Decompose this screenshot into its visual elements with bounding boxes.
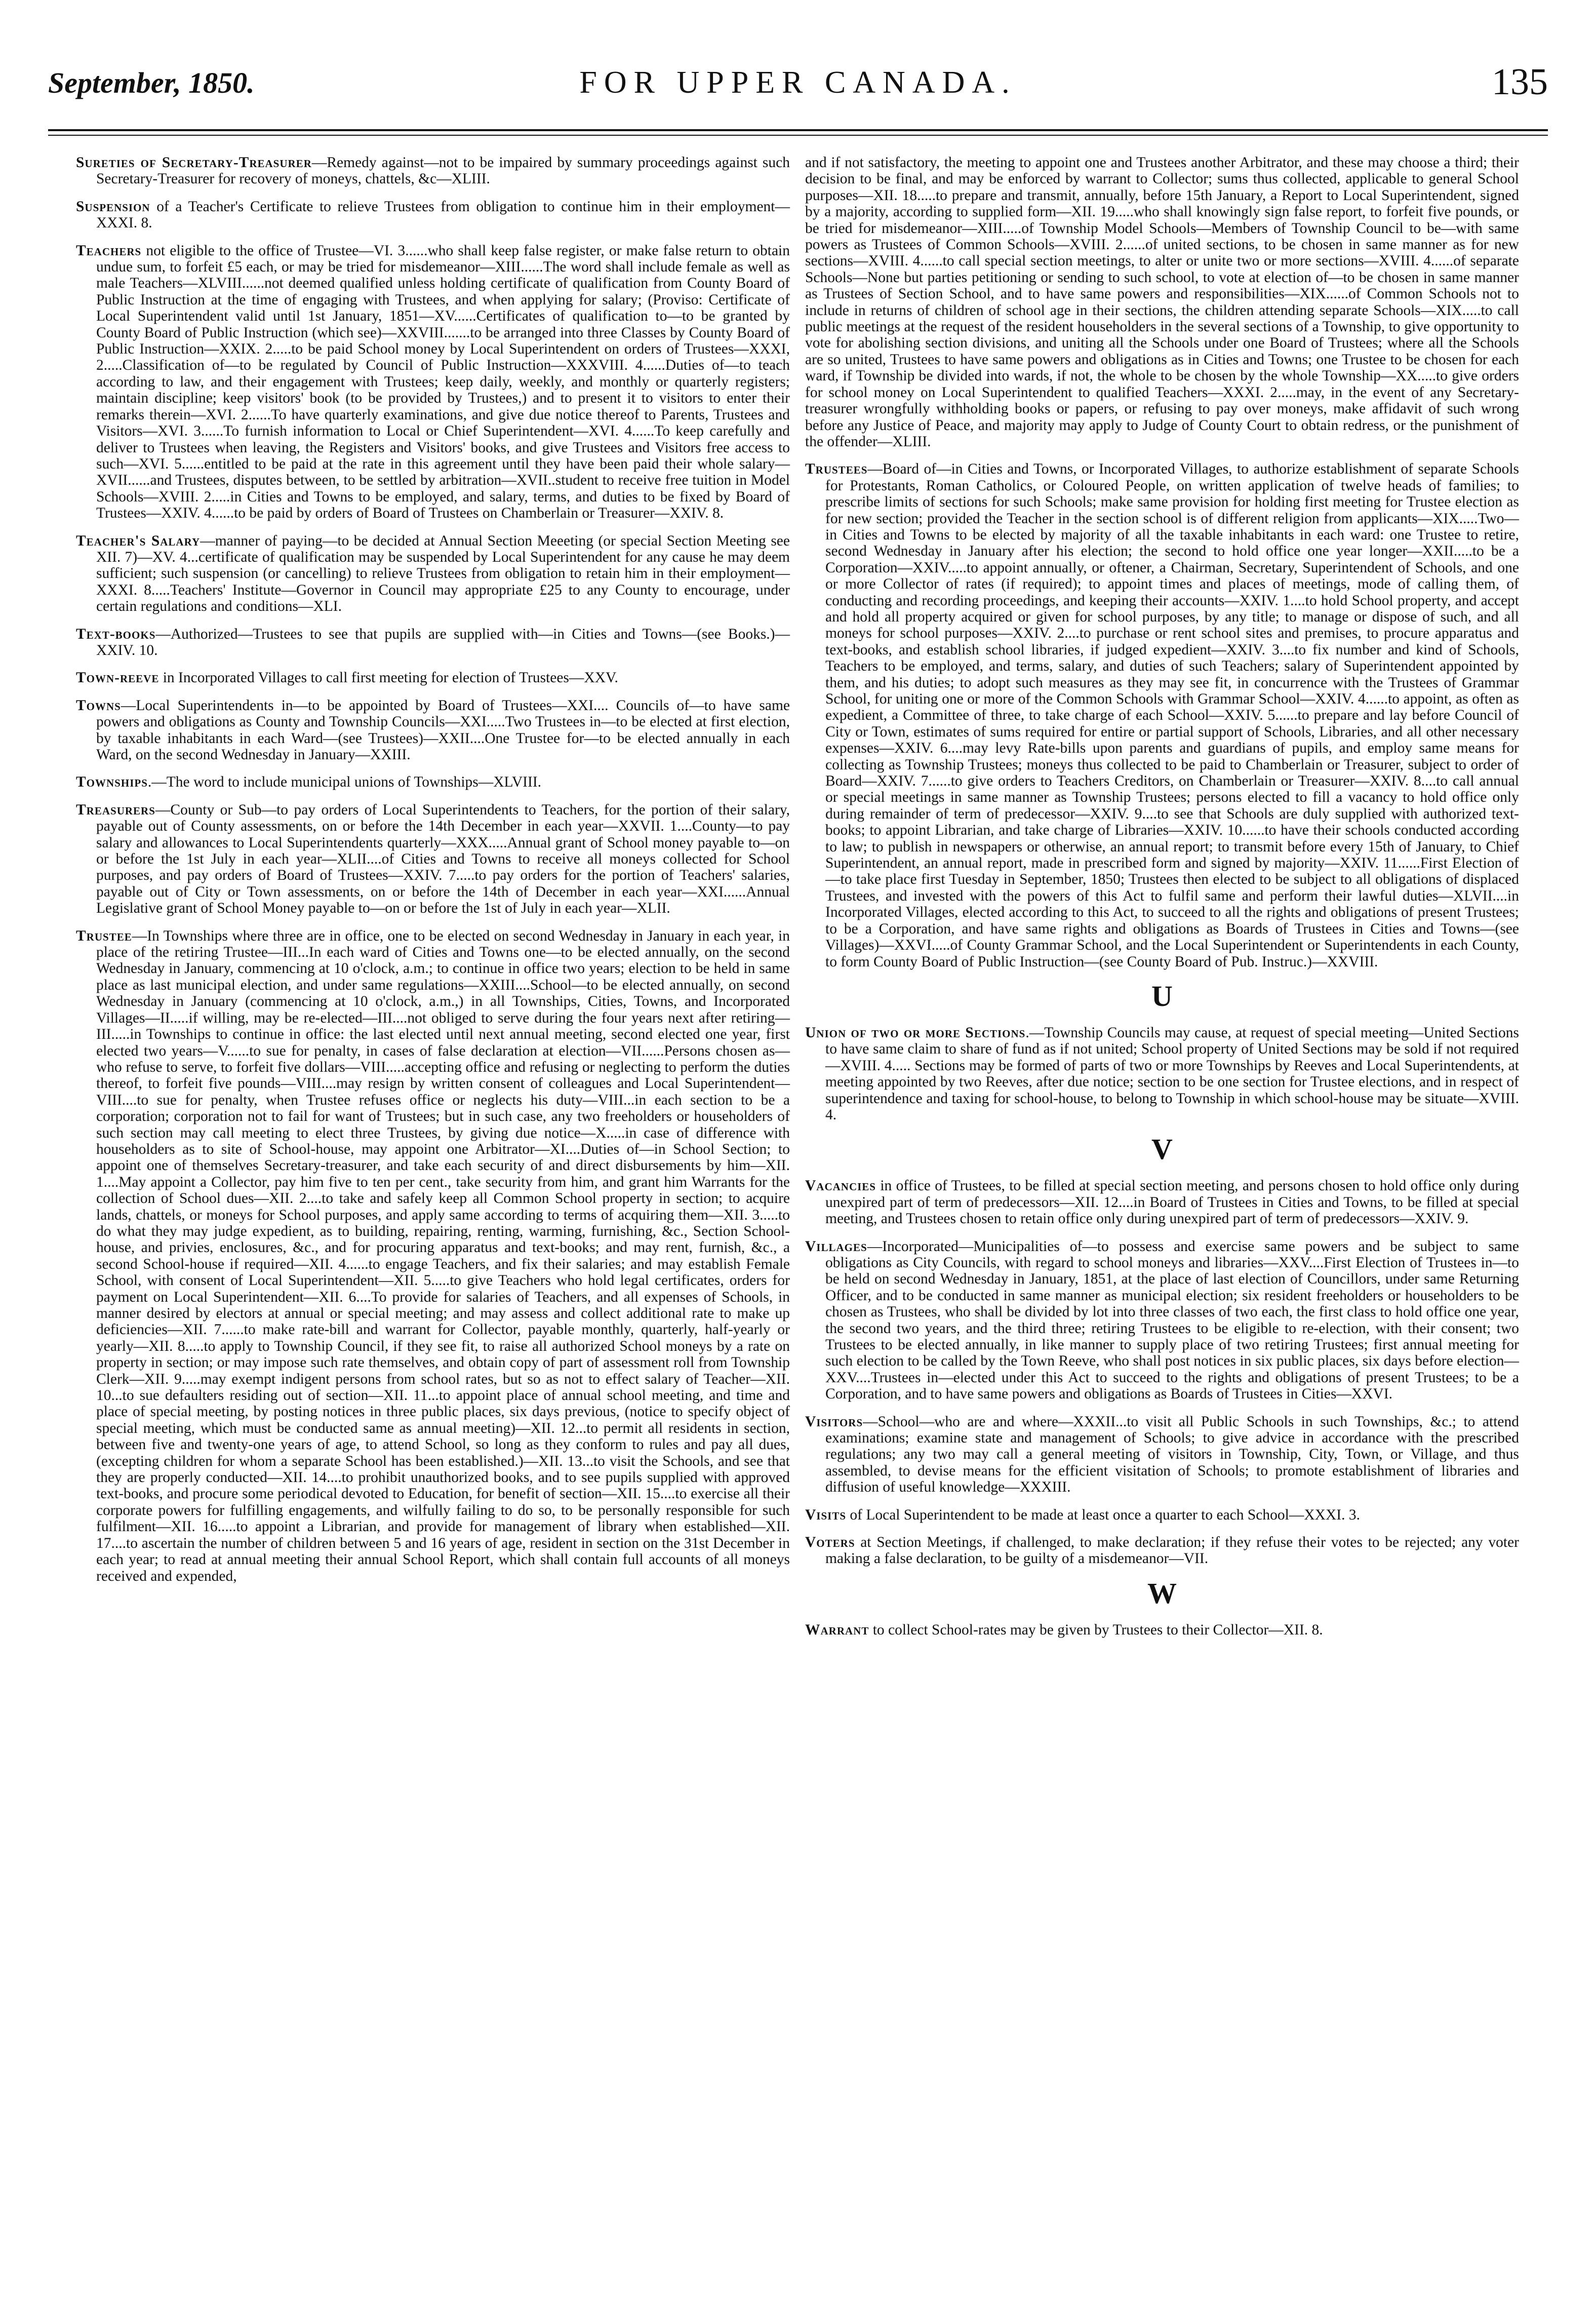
entry-text: of Local Superintendent to be made at least once a quarter to each School—XXXI. 3.	[846, 1506, 1360, 1523]
entry-text: —Local Superintendents in—to be appointed by Board of Trustees—XXI.... Councils of—to have same powers and obligations as County and Township Councils—XXI.....Two Trustees in—to be elected at first election, by taxable inhabitants in each Ward—(see Trustees)—XXII....One Trustee for—to be elected annually in each Ward, on the second Wednesday in January—XXIII.	[96, 697, 790, 763]
header-rule	[48, 129, 1548, 131]
index-entry	[805, 1622, 1519, 1638]
entry-term: Visits	[805, 1506, 847, 1523]
index-entry	[76, 243, 790, 522]
index-entry	[76, 774, 790, 790]
left-column	[76, 154, 790, 1595]
index-entry	[76, 199, 790, 231]
entry-term: Voters	[805, 1534, 855, 1551]
entry-term: Teachers	[76, 242, 142, 259]
entry-term: Towns	[76, 697, 121, 714]
entry-text: —Remedy against—not to be impaired by summary proceedings against such Secretary-Treasurer for recovery of moneys, chattels, &c—XLIII.	[96, 154, 790, 187]
entry-term: Villages	[805, 1238, 867, 1255]
index-entry	[76, 533, 790, 615]
entry-term: Suspension	[76, 198, 150, 215]
entry-text: not eligible to the office of Trustee—VI. 3......who shall keep false register, or make false return to obtain undue sum, to forfeit £5 each, or may be tried for misdemeanor—XIII......The word shall include female as well as male Teachers—XLVIII......not deemed qualified unless holding certificate of qualification from County Board of Public Instruction at the time of engaging with Trustees, and when applying for salary; (Proviso: Certificate of Local Superintendent valid until 1st January, 1851—XV......Certificates of qualification to—to be granted by County Board of Public Instruction (which see)—XXVIII.......to be arranged into three Classes by County Board of Public Instruction—XXIX. 2.....to be paid School money by Local Superintendent on orders of Trustees—XXXI, 2.....Classification of—to be regulated by Council of Public Instruction—XXXVIII. 4......Duties of—to teach according to law, and their engagement with Trustees; keep daily, weekly, and monthly or quarterly registers; maintain discipline; keep visitors' book (to be provided by Trustees,) and to present it to visitors to enter their remarks therein—XVI. 2......To have quarterly examinations, and give due notice thereof to Parents, Trustees and Visitors—XVI. 3......To furnish information to Local or Chief Superintendent—XVI. 4......To keep carefully and deliver to Trustees when leaving, the Registers and Visitors' books, and give Trustees and Visitors free access to such—XVI. 5......entitled to be paid at the rate in this agreement until they have been paid their whole salary—XVII......and Trustees, disputes between, to be settled by arbitration—XVII..student to receive free tuition in Model Schools—XVIII. 2.....in Cities and Towns to be employed, and salary, terms, and duties to be fixed by Board of Trustees—XXIV. 4......to be paid by orders of Board of Trustees on Chamberlain or Treasurer—XXIV. 8.	[96, 242, 790, 522]
header-rule-thin	[48, 135, 1548, 136]
index-entry	[805, 461, 1519, 970]
entry-text: .—The word to include municipal unions of Townships—XLVIII.	[147, 774, 542, 791]
section-letter: V	[1151, 1133, 1173, 1166]
entry-term: Text-books	[76, 626, 156, 642]
entry-text: —Board of—in Cities and Towns, or Incorporated Villages, to authorize establishment of separate Schools for Protestants, Roman Catholics, or Coloured People, on written application of twelve heads of families; to prescribe limits of sections for such Schools; make same provision for holding first meeting for Trustee election as for new section; provided the Teacher in the section school is of different religion from applicants—XIX.....Two—in Cities and Towns to be elected by majority of all the taxable inhabitants in each ward: one Trustee to retire, second Wednesday in January after his election; the second to hold office one year longer—XXII.....to be a Corporation—XXIV.....to appoint annually, or oftener, a Chairman, Secretary, Superintendent of Schools, and one or more Collector of rates (if required); to appoint times and places of meetings, mode of calling them, of conducting and recording proceedings, and keeping their accounts—XXIV. 1....to hold School property, and accept and hold all property acquired or given for school purposes, by any title; to manage or dispose of such, and all moneys for school purposes—XXIV. 2....to purchase or rent school sites and premises, to procure apparatus and text-books, and establish school libraries, if judged expedient—XXIV. 3....to fix number and kind of Schools, Teachers to be employed, and terms, salary, and duties of such Teachers; salary of Superintendent appointed by them, and his duties; to adopt such measures as they may see fit, in concurrence with the Trustees of Grammar School, for uniting one or more of the Common Schools with Grammar School—XXIV. 4......to appoint, as often as expedient, a Committee of three, to take charge of each School—XXIV. 5......to prepare and lay before Council of City or Town, estimates of sums required for entire or partial support of Schools, Libraries, and all other necessary expenses—XXIV. 6....may levy Rate-bills upon parents and guardians of pupils, and employ same means for collecting as Township Trustees; moneys thus collected to be paid to Chamberlain or Treasurer, subject to order of Board—XXIV. 7......to give orders to Teachers Creditors, on Chamberlain or Treasurer—XXIV. 8....to call annual or special meetings in same manner as Township Trustees; persons elected to fill a vacancy to hold office only during remainder of term of predecessor—XXIV. 9....to see that Schools are duly supplied with authorized text-books; to appoint Librarian, and take charge of Libraries—XXIV. 10......to have their schools conducted according to law; to publish in newspapers or otherwise, an annual report; to transmit before every 15th of January, to Chief Superintendent, an annual report, made in prescribed form and signed by majority—XXIV. 11......First Election of—to take place first Tuesday in September, 1850; Trustees then elected to be subject to all obligations of displaced Trustees, and invested with the powers of this Act to fulfil same and perform their lawful duties—XLVII....in Incorporated Villages, elected according to this Act, to succeed to all the rights and obligations of present Trustees; to be a Corporation, and have same rights and obligations as Boards of Trustees in Cities and Towns—(see Villages)—XXVI.....of County Grammar School, and the Local Superintendent or Superintendents in each County, to form County Board of Public Instruction—(see County Board of Pub. Instruc.)—XXVIII.	[825, 461, 1519, 970]
section-letter: U	[1151, 979, 1173, 1012]
index-entry	[805, 1238, 1519, 1402]
entry-term: Trustee	[76, 927, 132, 944]
entry-term: Warrant	[805, 1621, 869, 1638]
entry-term: Vacancies	[805, 1178, 876, 1194]
entry-term: Visitors	[805, 1413, 863, 1430]
section-letter: W	[1147, 1576, 1177, 1610]
entry-text: —Authorized—Trustees to see that pupils are supplied with—in Cities and Towns—(see Books.)—XXIV. 10.	[96, 626, 790, 658]
index-entry	[805, 1178, 1519, 1227]
entry-text: at Section Meetings, if challenged, to make declaration; if they refuse their votes to be rejected; any voter making a false declaration, to be guilty of a misdemeanor—VII.	[825, 1534, 1519, 1567]
page-number: 135	[1492, 61, 1548, 103]
entry-term: Town-reeve	[76, 670, 159, 686]
entry-text: —School—who are and where—XXXII...to visit all Public Schools in such Townships, &c.; to attend examinations; examine state and management of Schools; to give advice in accordance with the prescribed regulations; any two may call a general meeting of visitors in Township, City, Town, or Village, and thus assembled, to devise means for the efficient visitation of Schools; to promote establishment of libraries and diffusion of useful knowledge—XXXIII.	[825, 1413, 1519, 1496]
entry-text: —Incorporated—Municipalities of—to possess and exercise same powers and be subject to same obligations as City Councils, with regard to school moneys and libraries—XXV....First Election of Trustees in—to be held on second Wednesday in January, 1851, at the place of last election of Councillors, under same Returning Officer, and to be conducted in same manner as municipal election; six resident freeholders or householders to be chosen as Trustees, who shall be divided by lot into three classes of two each, the first class to hold office one year, the second two years, and the third three; retiring Trustees to be eligible to re-election, with their consent; two Trustees to be elected annually, in like manner to supply place of two retiring Trustees; first annual meeting for such election to be called by the Town Reeve, who shall post notices in six public places, six days before election—XXV....Trustees in—elected under this Act to succeed to the rights and obligations of present Trustees; to be a Corporation, and to have same powers and obligations as Boards of Trustees in Cities—XXVI.	[825, 1238, 1519, 1402]
index-entry	[76, 697, 790, 763]
index-entry	[76, 670, 790, 686]
index-entry	[805, 1507, 1519, 1523]
header-title: FOR UPPER CANADA.	[579, 65, 1017, 100]
index-entry	[805, 1025, 1519, 1123]
entry-text: to collect School-rates may be given by Trustees to their Collector—XII. 8.	[869, 1621, 1323, 1638]
entry-text: .—Township Councils may cause, at request of special meeting—United Sections to have same claim to share of fund as if not united; School property of United Sections may be sold if not required—XVIII. 4..... Sections may be formed of parts of two or more Townships by Reeves and Local Superintendents, at meeting appointed by two Reeves, after due notice; section to be one section for Trustee elections, and in respect of superintendence and taxing for school-house, to belong to Township in which school-house may be situate—XVIII. 4.	[825, 1024, 1519, 1123]
entry-term: Teacher's Salary	[76, 532, 201, 549]
index-entry	[76, 154, 790, 187]
index-entry	[76, 928, 790, 1584]
index-entry	[805, 1414, 1519, 1496]
entry-term: Townships	[76, 774, 148, 791]
entry-term: Union of two or more Sections	[805, 1024, 1026, 1041]
header-date: September, 1850.	[48, 66, 255, 99]
entry-text: in office of Trustees, to be filled at special section meeting, and persons chosen to hold office only during unexpired part of term of predecessors—XII. 12....in Board of Trustees in Cities and Towns, to be filled at special meeting, and Trustees chosen to retain office only during unexpired part of term of predecessors—XXIV. 9.	[825, 1178, 1519, 1227]
index-entry	[76, 626, 790, 659]
entry-term: Treasurers	[76, 801, 155, 818]
entry-term: Trustees	[805, 461, 868, 478]
index-entry	[805, 1534, 1519, 1567]
entry-text: in Incorporated Villages to call first meeting for election of Trustees—XXV.	[159, 670, 618, 686]
entry-term: Sureties of Secretary-Treasurer	[76, 154, 312, 171]
continued-entry: and if not satisfactory, the meeting to appoint one and Trustees another Arbitrator, and these may choose a third; their decision to be final, and may be enforced by warrant to Collector; sums thus collected, applicable to general School purposes—XII. 18.....to prepare and transmit, annually, before 15th January, a Report to Local Superintendent, signed by a majority, according to supplied form—XII. 19.....who shall knowingly sign false report, to forfeit five pounds, or be tried for misdemeanor—XIII.....of Township Model Schools—Members of Township Council to be—with same powers as Trustees of Common Schools—XVIII. 2......of united sections, to be chosen in same manner as for new sections—XVIII. 4......to call special section meetings, to alter or unite two or more sections—XVIII. 4......of separate Schools—None but parties petitioning or sending to such school, to vote at election of—to be chosen in same manner as Trustees of Section School, and to have same powers and responsibilities—XIX......of Common Schools not to include in returns of children of school age in their sections, the children attending separate Schools—XIX.....to call public meetings at the request of the resident householders in the several sections of a Township, to give opportunity to vote for abolishing section divisions, and uniting all the Schools under one Board of Trustees; where all the Schools are so united, Trustees to have same powers and obligations as in Cities and Towns; one Trustee to be chosen for each ward, if Township be divided into wards, if not, the whole to be chosen by the whole Township—XX.....to give orders for school money on Local Superintendent to qualified Teachers—XXXI. 2.....may, in the event of any Secretary-treasurer wrongfully withholding books or papers, or refusing to pay over moneys, make affidavit of such wrong before any Justice of Peace, and majority may apply to Judge of County Court to obtain redress, or the punishment of the offender—XLIII.	[805, 154, 1519, 450]
entry-text: of a Teacher's Certificate to relieve Trustees from obligation to continue him in their employment—XXXI. 8.	[96, 198, 790, 231]
entry-text: —In Townships where three are in office, one to be elected on second Wednesday in January in each year, in place of the retiring Trustee—III...In each ward of Cities and Towns one—to be elected annually, on the second Wednesday in January, commencing at 10 o'clock, a.m.; to continue in office two years; election to be held in same place as last municipal election, and under same regulations—XXIII....School—to be elected annually, on second Wednesday in January (commencing at 10 o'clock, a.m.,) in all Townships, Cities, Towns, and Incorporated Villages—II.....if willing, may be re-elected—III....not obliged to serve during the four years next after retiring—III.....in Townships to continue in office: the last elected until next annual meeting, second elected one year, first elected two years—V......to sue for penalty, in cases of false declaration at election—VII......Persons chosen as—who refuse to serve, to forfeit five dollars—VIII.....accepting office and refusing or neglecting to perform the duties thereof, to forfeit five pounds—VIII....may resign by written consent of colleagues and Local Superintendent—VIII....to sue for penalty, when Trustee refuses office or neglects his duty—VIII...in each section to be a corporation; corporation not to fail for want of Trustees; but in such case, any two freeholders or householders of such section may call meeting to elect three Trustees, by giving due notice—X.....in case of difference with householders as to site of School-house, may appoint one Arbitrator—XI....Duties of—in School Section; to appoint one of themselves Secretary-treasurer, and take each security of and direct disbursements by him—XII. 1....May appoint a Collector, pay him five to ten per cent., take security from him, and grant him Warrants for the collection of School dues—XII. 2....to take and safely keep all Common School property in section; to acquire lands, chattels, or moneys for School purposes, and apply same according to terms of acquiring them—XII. 3.....to do what they may judge expedient, as to building, repairing, renting, warming, furnishing, &c., Section School-house, and privies, enclosures, &c., and for procuring apparatus and text-books; and may rent, furnish, &c., a second School-house if required—XII. 4......to engage Teachers, and fix their salaries; and may establish Female School, with consent of Local Superintendent—XII. 5.....to give Teachers who hold legal certificates, orders for payment on Local Superintendent—XII. 6....To provide for salaries of Teachers, and all expenses of Schools, in manner desired by electors at annual or special meeting; and may assess and collect additional rate to make up deficiencies—XII. 7......to make rate-bill and warrant for Collector, payable monthly, quarterly, half-yearly or yearly—XII. 8.....to apply to Township Council, if they see fit, to raise all authorized School moneys by a rate on property in section; or may impose such rate themselves, and obtain copy of part of assessment roll from Township Clerk—XII. 9.....may exempt indigent persons from school rates, but so as not to effect salary of Teacher—XII. 10...to sue defaulters residing out of section—XII. 11...to appoint place of annual school meeting, and time and place of special meeting, by posting notices in three public places, six days previous, (notice to specify object of special meeting, which must be conducted same as annual meeting)—XII. 12...to permit all residents in section, between five and twenty-one years of age, to attend School, so long as they conform to rules and pay all dues, (excepting children for whom a separate School has been established.)—XII. 13...to visit the Schools, and see that they are properly conducted—XII. 14....to prohibit unauthorized books, and to see pupils supplied with approved text-books, and procure some periodical devoted to Education, for benefit of section—XII. 15....to exercise all their corporate powers for fulfilling engagements, and wilfully failing to do so, to be personally responsible for such fulfilment—XII. 16.....to appoint a Librarian, and provide for management of library when established—XII. 17....to ascertain the number of children between 5 and 16 years of age, resident in section on the 31st December in each year; to read at annual meeting their annual School Report, which shall contain full accounts of all moneys received and expended,	[96, 927, 790, 1584]
running-head	[48, 61, 1548, 116]
right-column	[805, 154, 1519, 1649]
entry-text: —manner of paying—to be decided at Annual Section Meeeting (or special Section Meeting see XII. 7)—XV. 4...certificate of qualification may be suspended by Local Superintendent for any cause he may deem sufficient; such suspension (or cancelling) to relieve Trustees from obligation to retain him in their employment—XXXI. 8.....Teachers' Institute—Governor in Council may appropriate £25 to any County to encourage, under certain regulations and conditions—XLI.	[96, 532, 790, 615]
index-entry	[76, 802, 790, 917]
entry-text: —County or Sub—to pay orders of Local Superintendents to Teachers, for the portion of their salary, payable out of County assessments, on or before the 14th December in each year—XXVII. 1....County—to pay salary and allowances to Local Superintendents quarterly—XXX.....Annual grant of School money payable to—on or before the 1st July in each year—XLII....of Cities and Towns to receive all moneys collected for School purposes, and pay orders of Board of Trustees—XXIV. 7.....to pay orders for the portion of Teachers' salaries, payable out of City or Town assessments, on or before the 14th of December in each year—XXI......Annual Legislative grant of School Money payable to—on or before the 1st of July in each year—XLII.	[96, 801, 790, 917]
